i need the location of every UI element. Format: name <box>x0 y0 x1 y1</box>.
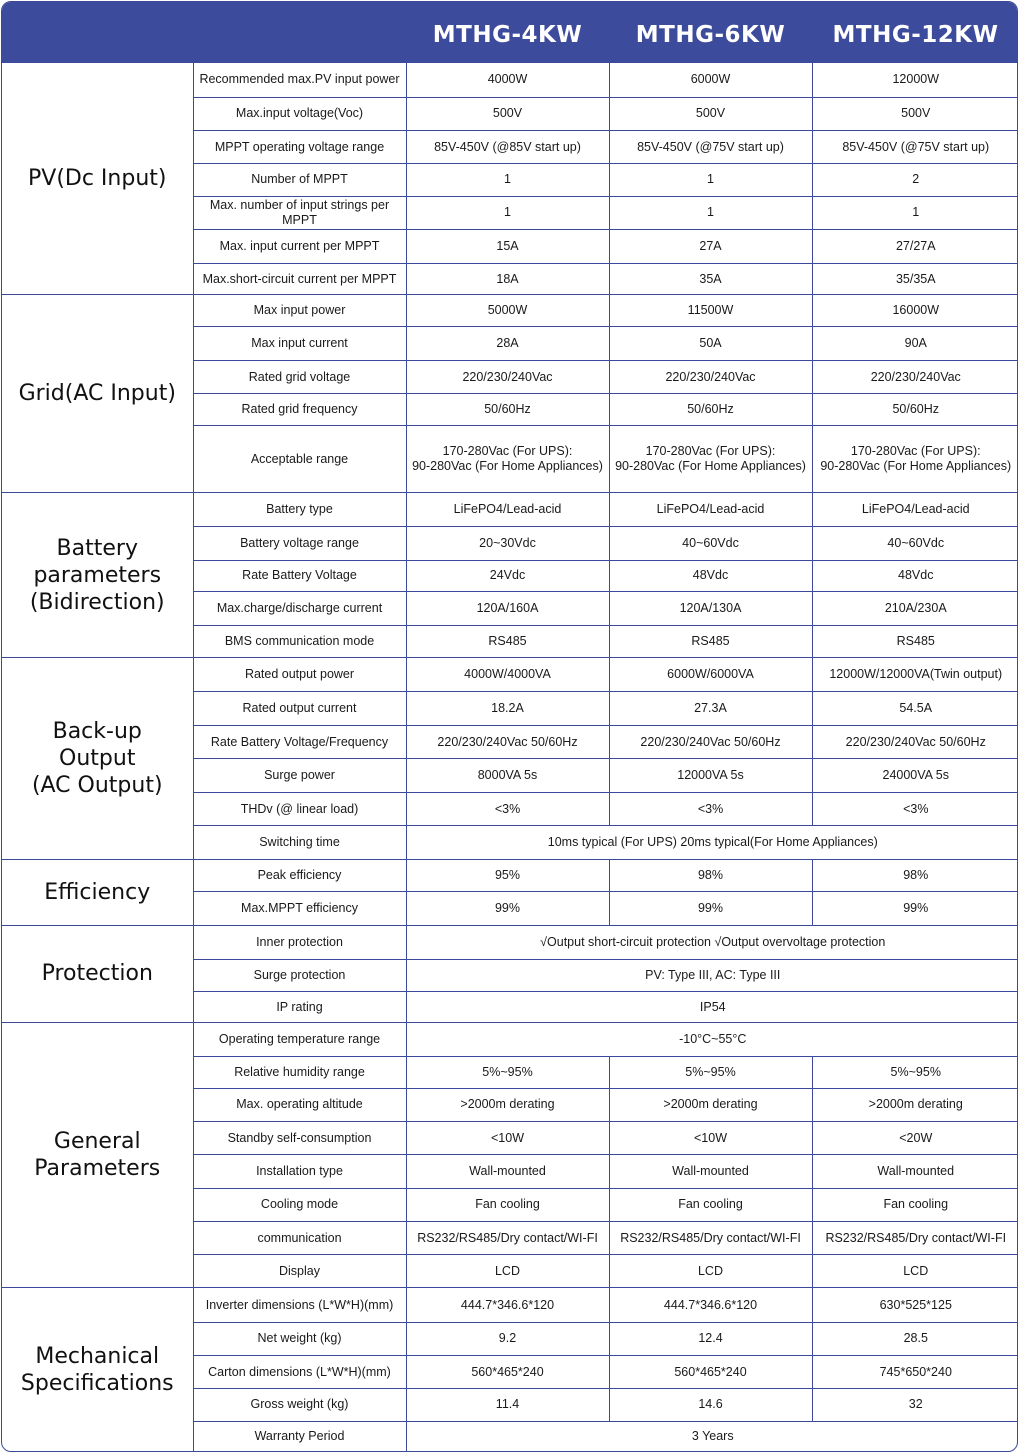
param-label: THDv (@ linear load) <box>193 793 406 825</box>
param-label: BMS communication mode <box>193 626 406 658</box>
param-label: Max. number of input strings per MPPT <box>193 196 406 229</box>
param-label: Installation type <box>193 1155 406 1188</box>
param-label: Max.charge/discharge current <box>193 591 406 625</box>
value-12kw: 1 <box>812 196 1018 229</box>
param-label: Switching time <box>193 825 406 859</box>
section-label-general-parameters: General Parameters <box>2 1023 193 1288</box>
value-4kw: 1 <box>406 196 609 229</box>
value-4kw: 15A <box>406 229 609 263</box>
param-label: Battery type <box>193 492 406 526</box>
value-12kw: 50/60Hz <box>812 394 1018 426</box>
value-6kw: LiFePO4/Lead-acid <box>609 492 812 526</box>
param-label: Carton dimensions (L*W*H)(mm) <box>193 1355 406 1388</box>
table-row <box>2 1288 1018 1322</box>
param-label: Inverter dimensions (L*W*H)(mm) <box>193 1288 406 1322</box>
param-label: Recommended max.PV input power <box>193 63 406 97</box>
value-4kw: 24Vdc <box>406 560 609 591</box>
value-12kw: Fan cooling <box>812 1188 1018 1221</box>
value-12kw: 27/27A <box>812 229 1018 263</box>
value-12kw: 220/230/240Vac 50/60Hz <box>812 725 1018 758</box>
value-4kw: LiFePO4/Lead-acid <box>406 492 609 526</box>
value-4kw: 1 <box>406 164 609 196</box>
table-row <box>2 295 1018 326</box>
spec-sheet <box>1 1 1018 1452</box>
value-6kw: 220/230/240Vac <box>609 360 812 393</box>
param-label: Max input current <box>193 326 406 360</box>
value-12kw: 12000W <box>812 63 1018 97</box>
value-6kw: 35A <box>609 264 812 295</box>
section-label-pv-dc-input: PV(Dc Input) <box>2 63 193 295</box>
value-6kw: 1 <box>609 196 812 229</box>
table-row <box>2 658 1018 691</box>
param-label: Gross weight (kg) <box>193 1389 406 1421</box>
value-4kw: 95% <box>406 859 609 891</box>
value-4kw: 500V <box>406 97 609 130</box>
value-4kw: 50/60Hz <box>406 394 609 426</box>
param-label: Battery voltage range <box>193 527 406 560</box>
value-4kw: 220/230/240Vac <box>406 360 609 393</box>
param-label: Standby self-consumption <box>193 1122 406 1155</box>
table-row <box>2 859 1018 891</box>
section-label-grid-ac-input: Grid(AC Input) <box>2 295 193 493</box>
value-4kw: 5%~95% <box>406 1056 609 1088</box>
model-header-6kw: MTHG-6KW <box>635 22 786 48</box>
value-4kw: 9.2 <box>406 1322 609 1355</box>
value-4kw: 4000W <box>406 63 609 97</box>
value-12kw: 98% <box>812 859 1018 891</box>
param-label: Rated output power <box>193 658 406 691</box>
merged-value: √Output short-circuit protection √Output overvoltage protection <box>406 925 1018 959</box>
section-label-battery-parameters-bidirection: Battery parameters (Bidirection) <box>2 492 193 657</box>
param-label: Peak efficiency <box>193 859 406 891</box>
model-header-12kw: MTHG-12KW <box>832 22 999 48</box>
value-12kw: 210A/230A <box>812 591 1018 625</box>
value-12kw: 35/35A <box>812 264 1018 295</box>
value-12kw: RS232/RS485/Dry contact/WI-FI <box>812 1221 1018 1254</box>
table-row <box>2 1023 1018 1056</box>
value-12kw: 48Vdc <box>812 560 1018 591</box>
value-6kw: <10W <box>609 1122 812 1155</box>
value-4kw: LCD <box>406 1255 609 1288</box>
value-4kw: 11.4 <box>406 1389 609 1421</box>
param-label: Number of MPPT <box>193 164 406 196</box>
value-6kw: 48Vdc <box>609 560 812 591</box>
value-6kw: 12000VA 5s <box>609 759 812 793</box>
param-label: communication <box>193 1221 406 1254</box>
param-label: Surge protection <box>193 959 406 991</box>
value-4kw: 4000W/4000VA <box>406 658 609 691</box>
value-12kw: 5%~95% <box>812 1056 1018 1088</box>
value-6kw: 1 <box>609 164 812 196</box>
value-6kw: Wall-mounted <box>609 1155 812 1188</box>
merged-value: -10°C~55°C <box>406 1023 1018 1056</box>
model-header-4kw: MTHG-4KW <box>432 22 583 48</box>
value-4kw: 18.2A <box>406 691 609 725</box>
param-label: Inner protection <box>193 925 406 959</box>
value-6kw: RS485 <box>609 626 812 658</box>
value-6kw: 50/60Hz <box>609 394 812 426</box>
value-12kw: 99% <box>812 892 1018 925</box>
value-12kw: 745*650*240 <box>812 1355 1018 1388</box>
value-6kw: 5%~95% <box>609 1056 812 1088</box>
value-4kw: 28A <box>406 326 609 360</box>
value-6kw: 27.3A <box>609 691 812 725</box>
section-label-mechanical-specifications: Mechanical Specifications <box>2 1288 193 1452</box>
value-6kw: RS232/RS485/Dry contact/WI-FI <box>609 1221 812 1254</box>
value-12kw: 32 <box>812 1389 1018 1421</box>
value-12kw: 85V-450V (@75V start up) <box>812 131 1018 164</box>
param-label: Max input power <box>193 295 406 326</box>
param-label: Rated grid frequency <box>193 394 406 426</box>
param-label: Rated output current <box>193 691 406 725</box>
value-12kw: RS485 <box>812 626 1018 658</box>
value-6kw: 98% <box>609 859 812 891</box>
value-12kw: 90A <box>812 326 1018 360</box>
value-6kw: LCD <box>609 1255 812 1288</box>
merged-value: PV: Type III, AC: Type III <box>406 959 1018 991</box>
value-6kw: 560*465*240 <box>609 1355 812 1388</box>
param-label: Operating temperature range <box>193 1023 406 1056</box>
value-6kw: >2000m derating <box>609 1088 812 1121</box>
value-12kw: LCD <box>812 1255 1018 1288</box>
param-label: Rate Battery Voltage <box>193 560 406 591</box>
value-12kw: 40~60Vdc <box>812 527 1018 560</box>
value-4kw: 444.7*346.6*120 <box>406 1288 609 1322</box>
value-12kw: 12000W/12000VA(Twin output) <box>812 658 1018 691</box>
value-6kw: 99% <box>609 892 812 925</box>
value-4kw: 220/230/240Vac 50/60Hz <box>406 725 609 758</box>
section-label-efficiency: Efficiency <box>2 859 193 925</box>
param-label: Max.short-circuit current per MPPT <box>193 264 406 295</box>
param-label: Max.MPPT efficiency <box>193 892 406 925</box>
value-6kw: 40~60Vdc <box>609 527 812 560</box>
value-6kw: 85V-450V (@75V start up) <box>609 131 812 164</box>
value-4kw: RS485 <box>406 626 609 658</box>
value-12kw: 500V <box>812 97 1018 130</box>
value-4kw: 18A <box>406 264 609 295</box>
table-row <box>2 925 1018 959</box>
value-12kw: 28.5 <box>812 1322 1018 1355</box>
value-4kw: 8000VA 5s <box>406 759 609 793</box>
param-label: Max.input voltage(Voc) <box>193 97 406 130</box>
value-4kw: 170-280Vac (For UPS): 90-280Vac (For Home Appliances) <box>406 426 609 493</box>
param-label: Cooling mode <box>193 1188 406 1221</box>
value-6kw: 500V <box>609 97 812 130</box>
param-label: Display <box>193 1255 406 1288</box>
param-label: IP rating <box>193 992 406 1023</box>
value-4kw: 85V-450V (@85V start up) <box>406 131 609 164</box>
param-label: Surge power <box>193 759 406 793</box>
merged-value: IP54 <box>406 992 1018 1023</box>
value-6kw: 12.4 <box>609 1322 812 1355</box>
value-12kw: 170-280Vac (For UPS): 90-280Vac (For Home Appliances) <box>812 426 1018 493</box>
table-row <box>2 492 1018 526</box>
value-12kw: <20W <box>812 1122 1018 1155</box>
value-12kw: Wall-mounted <box>812 1155 1018 1188</box>
value-6kw: 220/230/240Vac 50/60Hz <box>609 725 812 758</box>
section-label-protection: Protection <box>2 925 193 1023</box>
param-label: MPPT operating voltage range <box>193 131 406 164</box>
value-6kw: 14.6 <box>609 1389 812 1421</box>
value-4kw: >2000m derating <box>406 1088 609 1121</box>
value-4kw: 20~30Vdc <box>406 527 609 560</box>
value-12kw: 630*525*125 <box>812 1288 1018 1322</box>
value-6kw: 6000W <box>609 63 812 97</box>
value-12kw: <3% <box>812 793 1018 825</box>
value-12kw: 24000VA 5s <box>812 759 1018 793</box>
merged-value: 3 Years <box>406 1421 1018 1452</box>
param-label: Max. input current per MPPT <box>193 229 406 263</box>
value-6kw: 170-280Vac (For UPS): 90-280Vac (For Home Appliances) <box>609 426 812 493</box>
value-6kw: 11500W <box>609 295 812 326</box>
value-6kw: Fan cooling <box>609 1188 812 1221</box>
value-4kw: 560*465*240 <box>406 1355 609 1388</box>
value-12kw: 16000W <box>812 295 1018 326</box>
param-label: Net weight (kg) <box>193 1322 406 1355</box>
value-6kw: 444.7*346.6*120 <box>609 1288 812 1322</box>
value-6kw: 6000W/6000VA <box>609 658 812 691</box>
param-label: Acceptable range <box>193 426 406 493</box>
value-6kw: <3% <box>609 793 812 825</box>
value-12kw: 2 <box>812 164 1018 196</box>
value-4kw: Fan cooling <box>406 1188 609 1221</box>
value-4kw: 120A/160A <box>406 591 609 625</box>
table-row <box>2 63 1018 97</box>
value-4kw: 5000W <box>406 295 609 326</box>
value-4kw: <10W <box>406 1122 609 1155</box>
value-4kw: 99% <box>406 892 609 925</box>
value-6kw: 120A/130A <box>609 591 812 625</box>
param-label: Relative humidity range <box>193 1056 406 1088</box>
param-label: Rate Battery Voltage/Frequency <box>193 725 406 758</box>
value-6kw: 27A <box>609 229 812 263</box>
spec-table <box>2 63 1018 1452</box>
section-label-back-up-output-ac-output: Back-up Output (AC Output) <box>2 658 193 860</box>
value-6kw: 50A <box>609 326 812 360</box>
value-12kw: 220/230/240Vac <box>812 360 1018 393</box>
value-12kw: >2000m derating <box>812 1088 1018 1121</box>
param-label: Warranty Period <box>193 1421 406 1452</box>
header-bar <box>2 2 1018 63</box>
merged-value: 10ms typical (For UPS) 20ms typical(For Home Appliances) <box>406 825 1018 859</box>
value-4kw: Wall-mounted <box>406 1155 609 1188</box>
value-12kw: 54.5A <box>812 691 1018 725</box>
param-label: Rated grid voltage <box>193 360 406 393</box>
value-12kw: LiFePO4/Lead-acid <box>812 492 1018 526</box>
value-4kw: RS232/RS485/Dry contact/WI-FI <box>406 1221 609 1254</box>
param-label: Max. operating altitude <box>193 1088 406 1121</box>
value-4kw: <3% <box>406 793 609 825</box>
